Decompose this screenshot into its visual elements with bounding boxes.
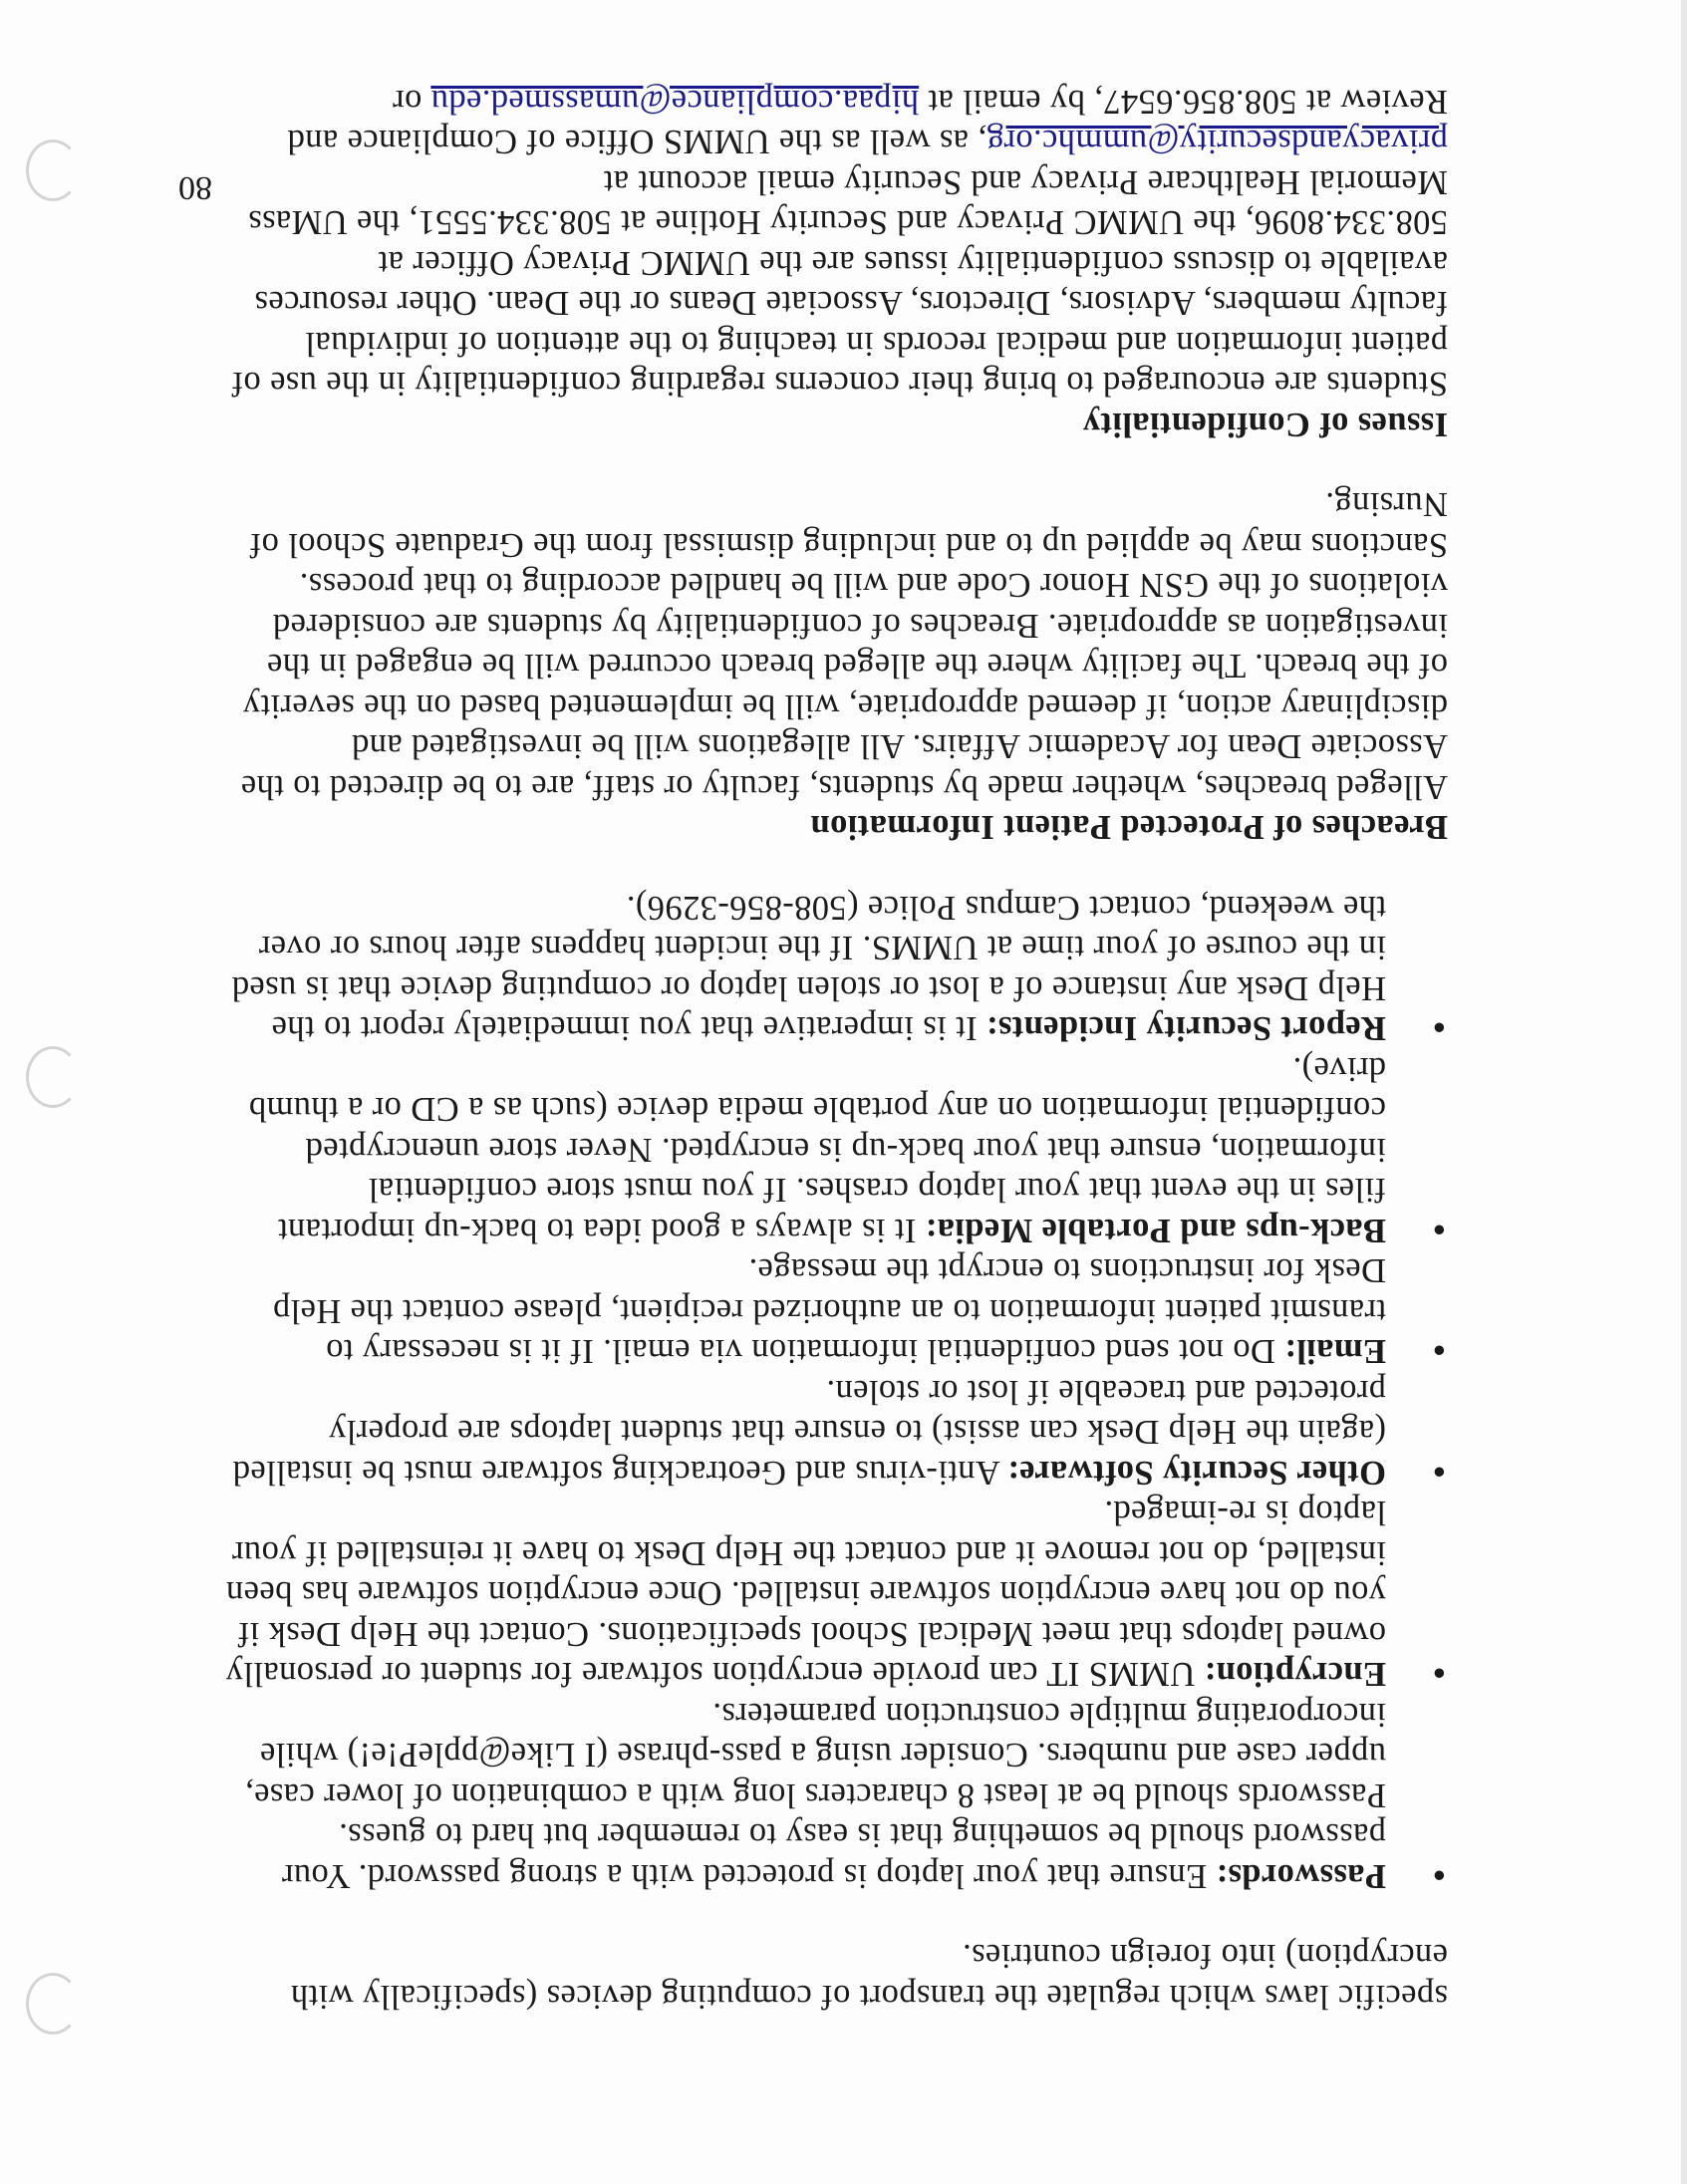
body-text: Students are encouraged to bring their concerns regarding confidentiality in the use of patient information and medical records in teaching to the attention of individual faculty members, Advisors, Directors, Associate Deans or the Dean. Other resources available to discuss confidentiality issues are the UMMC Privacy Officer at 508.334.8096, the UMMC Privacy and Security Hotline at 508.334.5551, the UMass Memorial Healthcare Privacy and Security email account at [231,163,1448,404]
bullet-term: Other Security Software: [1006,1454,1386,1492]
section-heading: Issues of Confidentiality [1082,406,1448,443]
bullet-text: It is always a good idea to back-up important files in the event that your laptop crashes. If you must store confidential information, ensure that your back-up is encrypted. Never store unencrypted confidential information on any portable media device (such as a CD or a thumb drive). [248,1050,1386,1249]
section-heading: Breaches of Protected Patient Information [810,808,1448,847]
bullet-text: Anti-virus and Geotracking software must be installed (again the Help Desk can assist) to ensure that student laptops are properly protected and traceable if lost or stolen. [232,1373,1386,1492]
bullet-passwords [212,1695,1386,1897]
bullet-encryption [212,1493,1386,1695]
bullet-other-security-software [212,1372,1386,1494]
page-number: 80 [178,169,212,206]
intro-paragraph: specific laws which regulate the transport of computing devices (specifically with encryption) into foreign countries. [290,1937,1448,2016]
bullet-term: Back-ups and Portable Media: [925,1212,1386,1249]
bullet-term: Email: [1283,1332,1386,1371]
bullet-term: Report Security Incidents: [985,1009,1386,1048]
bullet-text: Ensure that your laptop is protected with a strong password. Your password should be something that is easy to remember but hard to guess. Passwords should be at least 8 characters long with a combination of lower case, upper case and numbers. Consider using a pass-phrase (I Like@ppleP!e!) while incorporating multiple construction parameters. [244,1696,1386,1895]
bullet-report-incidents [212,888,1386,1049]
section-breaches [212,484,1448,848]
bullet-text: UMMS IT can provide encryption software for student or personally owned laptops that meet Medical School specifications. Contact the Help Desk if you do not have encryption software installed. Once encryption software has been installed, do not remove it and contact the Help Desk to have it reinstalled if your laptop is re-imaged. [225,1494,1386,1694]
hipaa-email-link[interactable]: hipaa.compliance@umassmed.edu [430,83,920,121]
bullet-backups [212,1049,1386,1251]
bullet-text: It is imperative that you immediately report to the Help Desk any instance of a lost or stolen laptop or computing device that is used in the course of your time at UMMS. If the incident happens after hours or over the weekend, contact Campus Police (508-856-3296). [231,889,1386,1048]
document-body [212,42,1448,2018]
binder-hole-top [26,1973,80,2035]
body-text: or [392,83,431,121]
bullet-term: Passwords: [1216,1857,1386,1895]
page-edge-shadow [1681,0,1687,2184]
spacer [212,848,1448,888]
section-confidentiality [212,82,1448,445]
privacy-email-link[interactable]: privacyandsecurity@ummhc.org [986,123,1448,161]
bullet-term: Encryption: [1204,1655,1386,1694]
security-bullet-list [212,888,1448,1897]
section-body [212,82,1448,405]
binder-hole-bottom [26,139,80,201]
binder-hole-middle [26,1046,80,1108]
body-text: , as well as the UMMS Office of Compliance and Review at 508.856.6547, by email at [287,83,1448,161]
bullet-text: Do not send confidential information via email. If it is necessary to transmit patient information to an authorized recipient, please contact the Help Desk for instructions to encrypt the message. [272,1251,1386,1371]
bullet-email [212,1250,1386,1372]
section-body: Alleged breaches, whether made by students, faculty or staff, are to be directed to the Associate Dean for Academic Affairs. All allegations will be investigated and disciplinary action, if deemed appropriate, will be implemented based on the severity of the breach. The facility where the alleged breach occurred will be engaged in the investigation as appropriate. Breaches of confidentiality by students are considered violations of the GSN Honor Code and will be handled according to that process. Sanctions may be applied up to and including dismissal from the Graduate School of Nursing. [240,485,1448,806]
